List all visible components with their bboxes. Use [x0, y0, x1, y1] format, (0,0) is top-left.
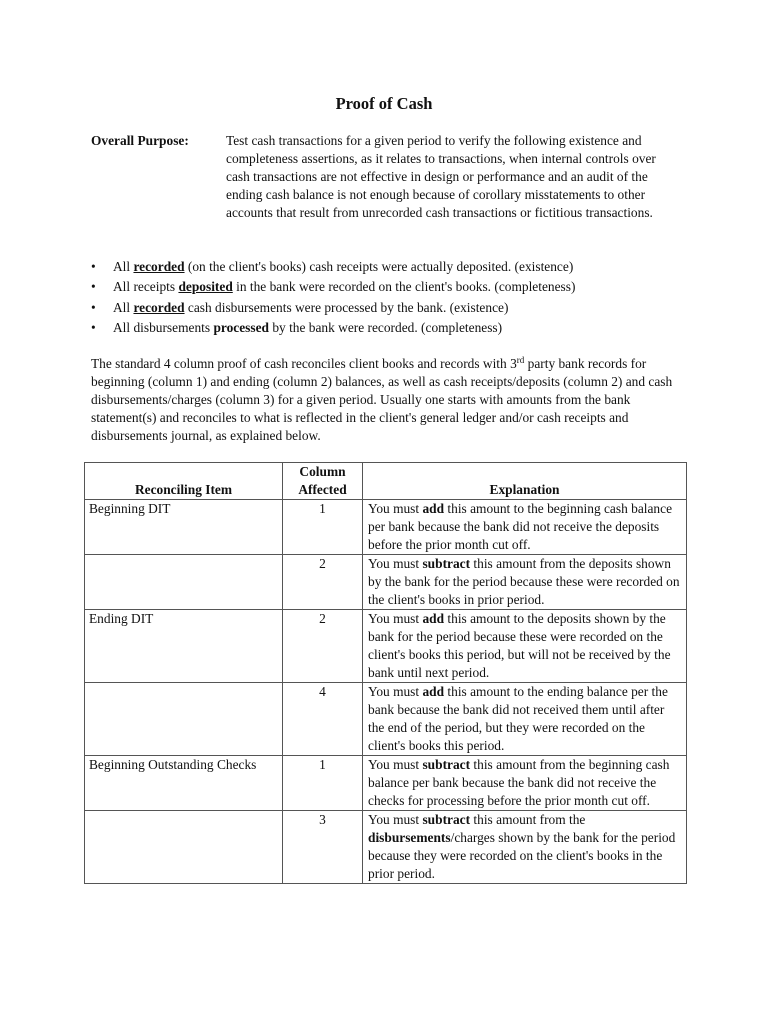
- intro-paragraph: The standard 4 column proof of cash reconciles client books and records with 3rd party bank records for beginning (column 1) and ending (column 2) balances, as well as cash receipts/deposits (column 2) and cash disbursements/charges (column 3) for a given period. Usually one starts with amounts from the bank statement(s) and reconciles to what is reflected in the client's general ledger and/or cash receipts and disbursements journal, as explained below.: [91, 355, 673, 443]
- table-row: [85, 555, 687, 610]
- cell-explanation: You must subtract this amount from the beginning cash balance per bank because the bank did not receive the checks for processing before the prior month cut off.: [363, 756, 687, 811]
- cell-item: Ending DIT: [85, 610, 283, 683]
- purpose-text: Test cash transactions for a given period to verify the following existence and completeness assertions, as it relates to transactions, when internal controls over cash transactions are not effective in design or performance and an audit of the ending cash balance is not enough because of corollary misstatements to other accounts that result from unrecorded cash transactions or fictitious transactions.: [226, 133, 656, 220]
- table-row: [85, 683, 687, 756]
- list-item: • All disbursements processed by the bank were recorded. (completeness): [91, 319, 503, 335]
- table-header-row: [85, 463, 687, 500]
- cell-explanation: You must add this amount to the ending balance per the bank because the bank did not received them until after the end of the period, but they were recorded on the client's books this period.: [363, 683, 687, 756]
- reconciling-items-table: [84, 462, 687, 884]
- cell-column: 1: [283, 756, 363, 811]
- table-row: [85, 756, 687, 811]
- assertion-list: [91, 258, 691, 339]
- list-item: • All recorded (on the client's books) cash receipts were actually deposited. (existence): [91, 259, 574, 274]
- cell-column: 4: [283, 683, 363, 756]
- cell-column: 3: [283, 811, 363, 884]
- cell-column: 2: [283, 610, 363, 683]
- cell-explanation: You must subtract this amount from the deposits shown by the bank for the period because these were recorded on the client's books in prior period.: [363, 555, 687, 610]
- cell-item: Beginning Outstanding Checks: [85, 756, 283, 811]
- cell-column: 2: [283, 555, 363, 610]
- cell-item: [85, 555, 283, 610]
- cell-item: [85, 811, 283, 884]
- bullet-icon: •: [91, 319, 96, 335]
- purpose-label: Overall Purpose:: [91, 133, 189, 148]
- cell-item: Beginning DIT: [85, 500, 283, 555]
- cell-explanation: You must add this amount to the deposits shown by the bank for the period because these were recorded on the client's books this period, but will not be received by the bank until next period.: [363, 610, 687, 683]
- bullet-icon: •: [91, 279, 96, 295]
- bullet-icon: •: [91, 299, 96, 315]
- cell-column: 1: [283, 500, 363, 555]
- header-reconciling-item: Reconciling Item: [85, 463, 283, 500]
- header-column-affected: Column Affected: [283, 463, 363, 500]
- table-row: [85, 610, 687, 683]
- cell-item: [85, 683, 283, 756]
- list-item: • All recorded cash disbursements were processed by the bank. (existence): [91, 299, 509, 315]
- table-row: [85, 811, 687, 884]
- cell-explanation: You must add this amount to the beginning cash balance per bank because the bank did not receive the deposits before the prior month cut off.: [363, 500, 687, 555]
- list-item: • All receipts deposited in the bank were recorded on the client's books. (completeness): [91, 279, 576, 295]
- bullet-icon: •: [91, 259, 96, 274]
- cell-explanation: You must subtract this amount from the disbursements/charges shown by the bank for the period because they were recorded on the client's books in the prior period.: [363, 811, 687, 884]
- header-explanation: Explanation: [363, 463, 687, 500]
- page-title: Proof of Cash: [335, 94, 433, 113]
- table-row: [85, 500, 687, 555]
